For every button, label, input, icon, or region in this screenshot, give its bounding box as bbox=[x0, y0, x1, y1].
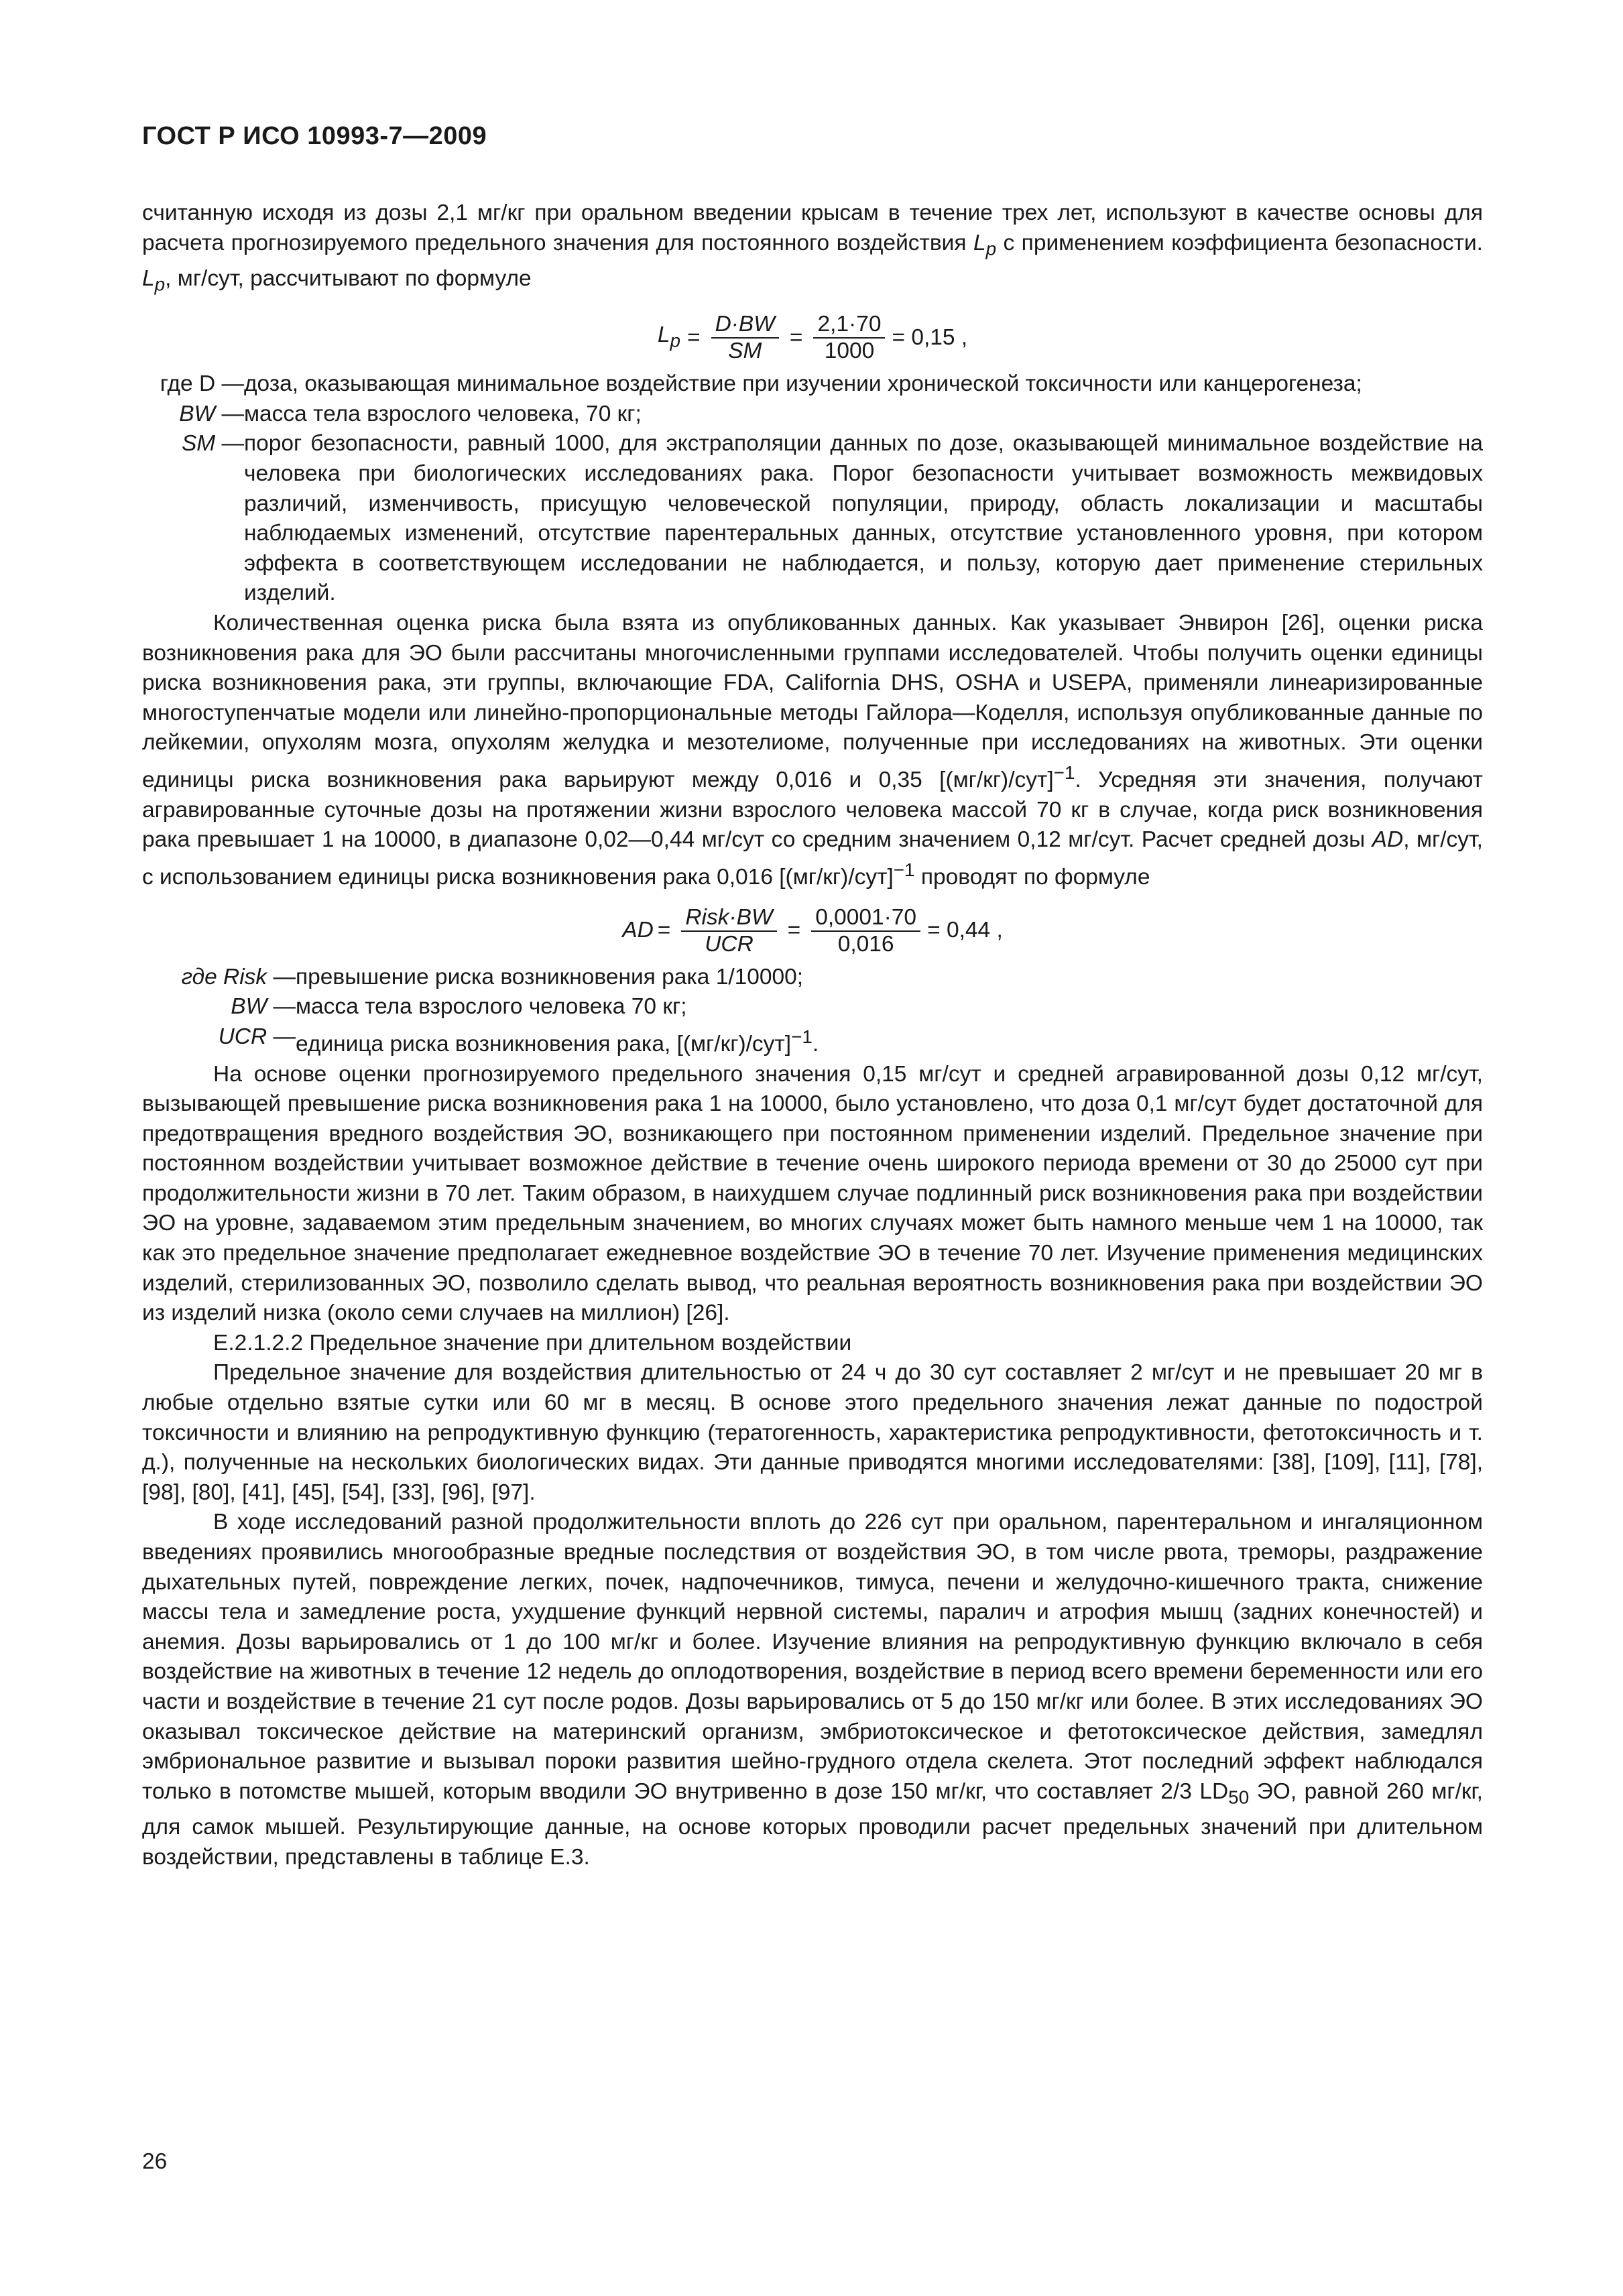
formula-ad: AD = $\frac{\text{Risk·BW}}{\text{UCR}}$ = $\frac{0,0001\cdot 70}{0,016}$ = 0,44 , bbox=[622, 904, 1003, 957]
conclusion-paragraph: На основе оценки прогнозируемого предельного значения 0,15 мг/сут и средней агравированной дозы 0,12 мг/сут, вызывающей превышение риска возникновения рака 1 на 10000, было установлено, что доза 0,1 мг/сут будет достаточной для предотвращения вредного воздействия ЭО, возникающего при постоянном применении изделий. Предельное значение при постоянном воздействии учитывает возможное действие в течение очень широкого периода времени от 30 до 25000 сут при продолжительности жизни в 70 лет. Таким образом, в наихудшем случае подлинный риск возникновения рака при воздействии ЭО на уровне, задаваемом этим предельным значением, во многих случаях может быть намного меньше чем 1 на 10000, так как это предельное значение предполагает ежедневное воздействие ЭО в течение 70 лет. Изучение применения медицинских изделий, стерилизованных ЭО, позволило сделать вывод, что реальная вероятность возникновения рака при воздействии ЭО из изделий низка (около семи случаев на миллион) [26]. bbox=[142, 1061, 1483, 1326]
studies-paragraph: В ходе исследований разной продолжительности вплоть до 226 сут при оральном, парентеральном и ингаляционном введениях проявились многообразные вредные последствия от воздействия ЭО, в том числе рвота, треморы, раздражение дыхательных путей, повреждение легких, почек, надпочечников, тимуса, печени и желудочно-кишечного тракта, снижение массы тела и замедление роста, ухудшение функций нервной системы, паралич и атрофия мышц (задних конечностей) и анемия. Дозы варьировались от 1 до 100 мг/кг и более. Изучение влияния на репродуктивную функцию включало в себя воздействие на животных в течение 12 недель до оплодотворения, воздействие в период всего времени беременности или его части и воздействие в течение 21 сут после родов. Дозы варьировались от 5 до 150 мг/кг или более. В этих исследованиях ЭО оказывал токсическое действие на материнский организм, эмбриотоксическое и фетотоксическое действия, замедлял эмбриональное развитие и вызывал пороки развития шейно-грудного отдела скелета. Этот последний эффект наблюдался только в потомстве мышей, которым вводили ЭО внутривенно в дозе 150 мг/кг, что составляет 2/3 $LD_{50}$ ЭО, равной 260 мг/кг, для самок мышей. Результирующие данные, на основе которых проводили расчет предельных значений при длительном воздействии, представлены в таблице Е.3. bbox=[142, 1510, 1483, 1870]
definition-item: SM — порог безопасности, равный 1000, для экстраполяции данных по дозе, оказывающей минимальное воздействие на человека при биологических исследованиях рака. Порог безопасности учитывает возможность межвидовых различий, изменчивость, присущую человеческой популяции, природу, область локализации и масштабы наблюдаемых изменений, отсутствие парентеральных данных, отсутствие установленного уровня, при котором эффекта в соответствующем исследовании не наблюдается, и пользу, которую дает применение стерильных изделий. bbox=[181, 431, 1483, 606]
definition-item: BW — масса тела взрослого человека, 70 кг; bbox=[179, 401, 642, 426]
page-number: 26 bbox=[142, 2149, 168, 2174]
definition-item: где D — доза, оказывающая минимальное воздействие при изучении хронической токсичности или канцерогенеза; bbox=[160, 371, 1362, 397]
limit-paragraph: Предельное значение для воздействия длительностью от 24 ч до 30 сут составляет 2 мг/сут и не превышает 20 мг в любые отдельно взятые сутки или 60 мг в месяц. В основе этого предельного значения лежат данные по подострой токсичности и влиянию на репродуктивную функцию (тератогенность, характеристика репродуктивности, фетотоксичность и т. д.), полученные на нескольких биологических видах. Эти данные приводятся многими исследователями: [38], [109], [11], [78], [98], [80], [41], [45], [54], [33], [96], [97]. bbox=[142, 1360, 1483, 1505]
fraction-numeric-lp: $\frac{2,1\cdot 70}{1000}$ bbox=[813, 312, 885, 364]
fraction-risk-bw-ucr: $\frac{\text{Risk·BW}}{\text{UCR}}$ bbox=[681, 905, 776, 957]
page-header: ГОСТ Р ИСО 10993-7—2009 bbox=[142, 122, 487, 150]
risk-paragraph: Количественная оценка риска была взята из опубликованных данных. Как указывает Энвирон [26], оценки риска возникновения рака для ЭО были рассчитаны многочисленными группами исследователей. Чтобы получить оценки единицы риска возникновения рака, эти группы, включающие FDA, California DHS, OSHA и USEPA, применяли линеаризированные многоступенчатые модели или линейно-пропорциональные методы Гайлора—Коделля, используя опубликованные данные по лейкемии, опухолям мозга, опухолям желудка и мезотелиоме, полученные при исследованиях на животных. Эти оценки единицы риска возникновения рака варьируют между 0,016 и 0,35 $[(мг/кг)/сут]^{-1}$. Усредняя эти значения, получают агравированные суточные дозы на протяжении жизни взрослого человека массой 70 кг в случае, когда риск возникновения рака превышает 1 на 10000, в диапазоне 0,02—0,44 мг/сут со средним значением 0,12 мг/сут. Расчет средней дозы AD, мг/сут, с использованием единицы риска возникновения рака 0,016 $[(мг/кг)/сут]^{-1}$ проводят по формуле bbox=[142, 610, 1483, 890]
definition-item: BW — масса тела взрослого человека 70 кг; bbox=[231, 994, 687, 1020]
definition-item: где Risk — превышение риска возникновения рака 1/10000; bbox=[181, 964, 804, 989]
definition-item: UCR — единица риска возникновения рака, $[(мг/кг)/сут]^{-1}$. bbox=[218, 1024, 819, 1056]
fraction-d-bw-sm: $\frac{D\cdot BW}{SM}$ bbox=[711, 312, 779, 364]
section-heading: Е.2.1.2.2 Предельное значение при длительном воздействии bbox=[213, 1330, 852, 1355]
definitions-ad bbox=[142, 963, 1483, 1060]
fraction-numeric-ad: $\frac{0,0001\cdot 70}{0,016}$ bbox=[811, 905, 920, 957]
page-content bbox=[142, 198, 1483, 1872]
intro-paragraph: считанную исходя из дозы 2,1 мг/кг при оральном введении крысам в течение трех лет, используют в качестве основы для расчета прогнозируемого предельного значения для постоянного воздействия $L_p$ с применением коэффициента безопасности. $L_p$, мг/сут, рассчитывают по формуле bbox=[142, 200, 1483, 295]
formula-lp: $L_p$ = $\frac{D\cdot BW}{SM}$ = $\frac{2,1\cdot 70}{1000}$ = 0,15 , bbox=[657, 312, 968, 364]
definitions-lp bbox=[142, 369, 1483, 609]
